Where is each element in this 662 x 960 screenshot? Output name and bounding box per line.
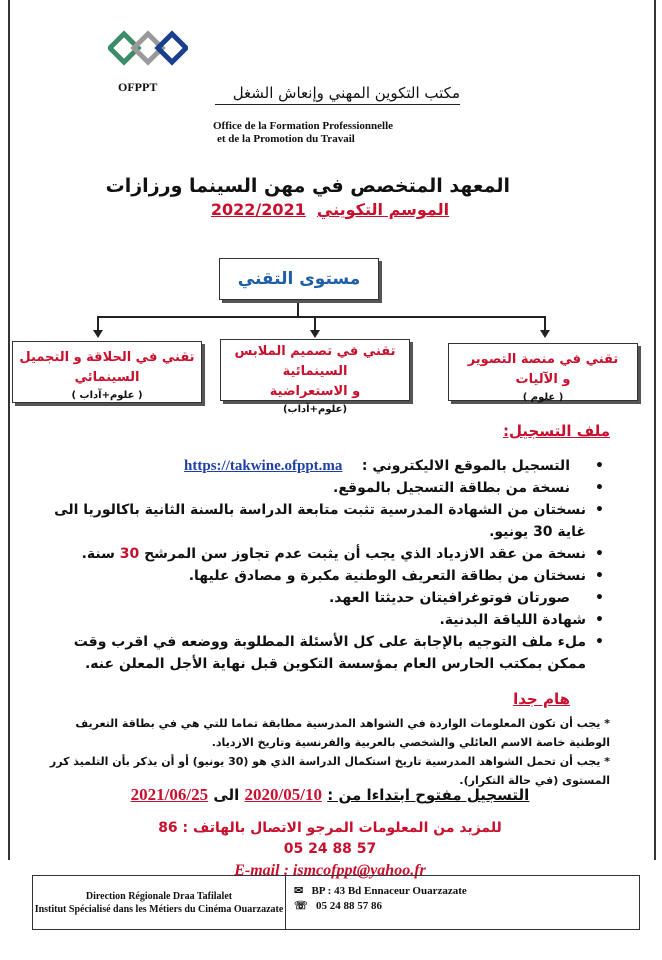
logo-text: OFPPT (118, 80, 158, 94)
end-date: 2021/06/25 (130, 785, 209, 804)
program-stream: (علوم+آداب) (282, 404, 348, 415)
arrow-icon (310, 330, 320, 338)
program-stream: ( علوم ) (522, 392, 564, 403)
file-heading: ملف التسجيل: (503, 422, 610, 440)
phone: 05 24 88 57 86 (316, 900, 383, 912)
phone-icon: ☏ (294, 900, 308, 912)
french-office-name (213, 120, 393, 146)
connector (544, 316, 546, 330)
level-box: مستوى التقني (219, 258, 379, 300)
address: BP : 43 Bd Ennaceur Ouarzazate (311, 885, 467, 897)
arabic-office-name: مكتب التكوين المهني وإنعاش الشغل (215, 84, 460, 105)
program-title: تقني في منصة التصوير (467, 352, 619, 367)
list-item (40, 455, 610, 477)
season-year: 2022/2021 (210, 200, 306, 219)
footer-left (33, 876, 286, 929)
important-heading: هام جدا (513, 690, 570, 708)
connector (314, 316, 316, 330)
registration-label: التسجيل مفتوح ابتداءا من : (327, 786, 530, 804)
registration-dates (120, 785, 540, 805)
program-box (12, 341, 202, 403)
contact-email[interactable]: E-mail : ismcofppt@yahoo.fr (234, 862, 426, 879)
footer (32, 875, 640, 930)
list-item: • ملء ملف التوجيه بالإجابة على كل الأسئلة المطلوبة ووضعه في اقرب وقت ممكن بمكتب الحارس العام بمؤسسة التكوين قبل نهاية الأجل المعلن عنه. (40, 631, 610, 675)
program-box (448, 343, 638, 401)
requirements-list (40, 455, 610, 675)
program-box (220, 339, 410, 415)
ofppt-logo (108, 30, 188, 66)
season-label: الموسم التكويني (316, 200, 450, 219)
item-text: التسجيل بالموقع الاليكتروني : (361, 458, 570, 474)
list-item: • شهادة اللياقة البدنية. (40, 609, 610, 631)
list-item: • نسختان من الشهادة المدرسية تثبت متابعة الدراسة بالسنة الثانية باكالوريا الى غاية 30 يونيو. (40, 499, 610, 543)
list-item (40, 543, 610, 565)
start-date: 2020/05/10 (244, 785, 322, 804)
season (200, 200, 460, 219)
program-title: و الاستعراضية (269, 384, 361, 399)
item-text: نسخة من عقد الازدياد الذي يجب أن يثبت عدم تجاوز سن المرشح (144, 546, 586, 562)
program-title: و الآليات (515, 372, 571, 387)
contact-phone: للمزيد من المعلومات المرجو الاتصال بالهاتف : 86 57 88 24 05 (158, 820, 502, 857)
note: * يجب أن تحمل الشواهد المدرسية تاريخ استكمال الدراسة الذي هو (30 يونيو) أو أن يذكر بأن التلميذ كرر المستوى (في حالة التكرار). (49, 755, 610, 787)
list-item: • نسخة من بطاقة التسجيل بالموقع. (40, 477, 610, 499)
list-item: • نسختان من بطاقة التعريف الوطنية مكبرة و مصادق عليها. (40, 565, 610, 587)
to-label: الى (213, 786, 240, 804)
regional-direction: Direction Régionale Draa Tafilalet (85, 890, 233, 902)
arrow-icon (540, 330, 550, 338)
french-office-line-1: Office de la Formation Professionnelle (213, 120, 394, 132)
arrow-icon (93, 330, 103, 338)
program-title: تقني في تصميم الملابس السينمائية (234, 344, 396, 379)
note: * يجب أن تكون المعلومات الواردة في الشواهد المدرسية مطابقة تماما للتي هي في بطاقة التعريف الوطنية خاصة الاسم العائلي والشخصي بالعربية والفرنسية وتاريخ الازدياد. (75, 717, 610, 749)
connector (297, 303, 299, 317)
connector (97, 316, 99, 330)
institute-title: المعهد المتخصص في مهن السينما ورزازات (105, 175, 510, 197)
program-stream: ( علوم+آداب ) (71, 390, 143, 401)
max-age: 30 (119, 546, 140, 562)
contact-info (150, 818, 510, 881)
registration-link[interactable]: https://takwine.ofppt.ma (184, 458, 343, 474)
item-text: سنة. (81, 546, 115, 562)
institute-name: Institut Spécialisé dans les Métiers du Cinéma Ouarzazate (34, 903, 284, 915)
footer-right (286, 876, 467, 929)
list-item: • صورتان فوتوغرافيتان حديثتا العهد. (40, 587, 610, 609)
connector (97, 316, 546, 318)
french-office-line-2: et de la Promotion du Travail (217, 133, 355, 145)
program-title: السينمائي (74, 370, 140, 385)
mail-icon: ✉ (294, 885, 304, 897)
important-notes (40, 714, 610, 790)
program-title: تقني في الحلاقة و التجميل (19, 350, 195, 365)
